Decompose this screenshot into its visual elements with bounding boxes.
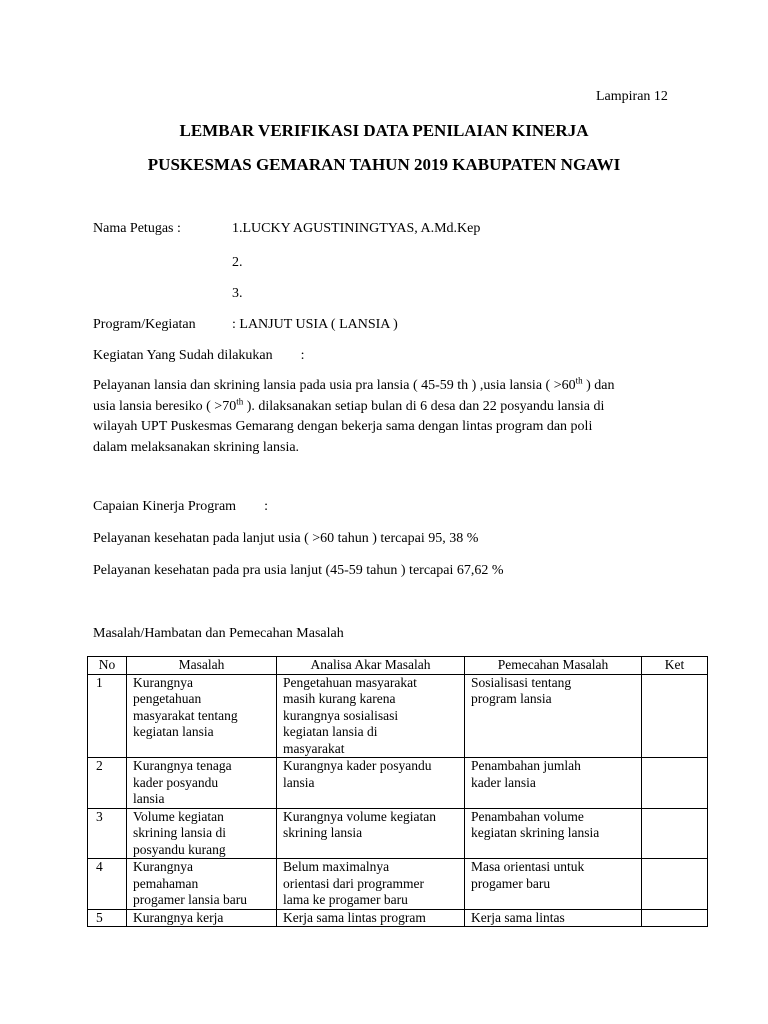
lampiran-label: Lampiran 12	[596, 89, 668, 104]
cell-pemecahan	[465, 859, 642, 910]
header-no: No	[88, 657, 127, 675]
cell-line: kader posyandu	[133, 774, 219, 790]
cell-line: Kurangnya volume kegiatan	[283, 808, 436, 824]
document-title-line1: LEMBAR VERIFIKASI DATA PENILAIAN KINERJA	[179, 121, 589, 140]
cell-pemecahan	[465, 758, 642, 809]
cell-analisa	[277, 859, 465, 910]
table-row	[88, 674, 708, 758]
program-value: : LANJUT USIA ( LANSIA )	[232, 317, 398, 332]
cell-ket	[642, 808, 708, 859]
cell-line: Kurangnya kader posyandu	[283, 758, 432, 773]
cell-line: Kerja sama lintas program	[283, 909, 426, 925]
cell-masalah	[127, 758, 277, 809]
cell-pemecahan	[465, 909, 642, 927]
cell-analisa	[277, 909, 465, 927]
paragraph-line-3: wilayah UPT Puskesmas Gemarang dengan bekerja sama dengan lintas program dan poli	[93, 419, 593, 434]
cell-line: posyandu kurang	[133, 841, 226, 857]
header-analisa: Analisa Akar Masalah	[277, 657, 465, 675]
cell-line: program lansia	[471, 691, 552, 706]
paragraph-line-1: Pelayanan lansia dan skrining lansia pada usia pra lansia ( 45-59 th ) ,usia lansia ( >60th ) dan	[93, 375, 615, 393]
cell-line: lansia	[133, 791, 165, 806]
cell-line: kurangnya sosialisasi	[283, 707, 399, 723]
paragraph-line-2: usia lansia beresiko ( >70th ). dilaksanakan setiap bulan di 6 desa dan 22 posyandu lansia di	[93, 395, 605, 414]
cell-pemecahan	[465, 808, 642, 859]
cell-analisa	[277, 808, 465, 859]
cell-line: pemahaman	[133, 875, 199, 891]
cell-line: masyarakat tentang	[133, 707, 238, 723]
table-row	[88, 859, 708, 910]
paragraph-line-4: dalam melaksanakan skrining lansia.	[93, 439, 300, 455]
cell-line: Masa orientasi untuk	[471, 859, 585, 874]
table-row	[88, 909, 708, 927]
cell-analisa	[277, 758, 465, 809]
kegiatan-label: Kegiatan Yang Sudah dilakukan :	[93, 348, 305, 363]
table-row	[88, 758, 708, 809]
cell-line: Kurangnya	[133, 674, 193, 690]
cell-line: Kurangnya kerja	[133, 909, 224, 925]
cell-line: lansia	[283, 774, 315, 790]
header-pemecahan: Pemecahan Masalah	[465, 657, 642, 675]
header-masalah: Masalah	[127, 657, 277, 675]
masalah-table	[87, 656, 708, 927]
cell-ket	[642, 859, 708, 910]
petugas-name-3: 3.	[232, 286, 243, 301]
cell-line: masyarakat	[283, 740, 345, 756]
table-header-row	[88, 657, 708, 675]
cell-no: 4	[88, 859, 127, 910]
cell-line: Volume kegiatan	[133, 808, 224, 824]
capaian-line-1: Pelayanan kesehatan pada lanjut usia ( >60 tahun ) tercapai 95, 38 %	[93, 531, 479, 546]
capaian-line-2: Pelayanan kesehatan pada pra usia lanjut (45-59 tahun ) tercapai 67,62 %	[93, 563, 504, 578]
cell-analisa	[277, 674, 465, 758]
cell-pemecahan	[465, 674, 642, 758]
capaian-label: Capaian Kinerja Program :	[93, 499, 268, 514]
cell-line: Kurangnya tenaga	[133, 758, 232, 773]
cell-line: kegiatan skrining lansia	[471, 825, 600, 840]
cell-line: progamer baru	[471, 875, 551, 891]
cell-line: skrining lansia di	[133, 825, 226, 840]
petugas-name-1: 1.LUCKY AGUSTININGTYAS, A.Md.Kep	[232, 221, 481, 236]
cell-ket	[642, 909, 708, 927]
header-ket: Ket	[642, 657, 708, 675]
cell-ket	[642, 758, 708, 809]
document-title-line2: PUSKESMAS GEMARAN TAHUN 2019 KABUPATEN NGAWI	[147, 155, 621, 174]
cell-line: lama ke progamer baru	[283, 892, 408, 907]
cell-no: 3	[88, 808, 127, 859]
cell-line: Penambahan jumlah	[471, 758, 581, 773]
cell-line: Kurangnya	[133, 859, 193, 874]
cell-line: progamer lansia baru	[133, 892, 247, 907]
table-row	[88, 808, 708, 859]
cell-line: kader lansia	[471, 774, 536, 790]
cell-line: Sosialisasi tentang	[471, 674, 572, 690]
cell-line: Kerja sama lintas	[471, 909, 565, 925]
cell-masalah	[127, 909, 277, 927]
cell-ket	[642, 674, 708, 758]
cell-line: masih kurang karena	[283, 691, 396, 706]
cell-line: kegiatan lansia	[133, 724, 214, 739]
cell-masalah	[127, 674, 277, 758]
petugas-label: Nama Petugas :	[93, 221, 181, 236]
pelayanan-paragraph	[93, 376, 615, 458]
cell-no: 2	[88, 758, 127, 809]
cell-line: pengetahuan	[133, 691, 202, 706]
cell-line: kegiatan lansia di	[283, 724, 378, 739]
cell-line: skrining lansia	[283, 825, 363, 840]
cell-no: 1	[88, 674, 127, 758]
cell-line: Pengetahuan masyarakat	[283, 674, 417, 690]
cell-masalah	[127, 859, 277, 910]
petugas-name-2: 2.	[232, 255, 243, 270]
program-label: Program/Kegiatan	[93, 317, 196, 332]
masalah-heading: Masalah/Hambatan dan Pemecahan Masalah	[93, 626, 344, 641]
cell-line: Penambahan volume	[471, 808, 584, 824]
cell-masalah	[127, 808, 277, 859]
cell-line: orientasi dari programmer	[283, 875, 424, 891]
cell-line: Belum maximalnya	[283, 859, 390, 874]
cell-no: 5	[88, 909, 127, 927]
